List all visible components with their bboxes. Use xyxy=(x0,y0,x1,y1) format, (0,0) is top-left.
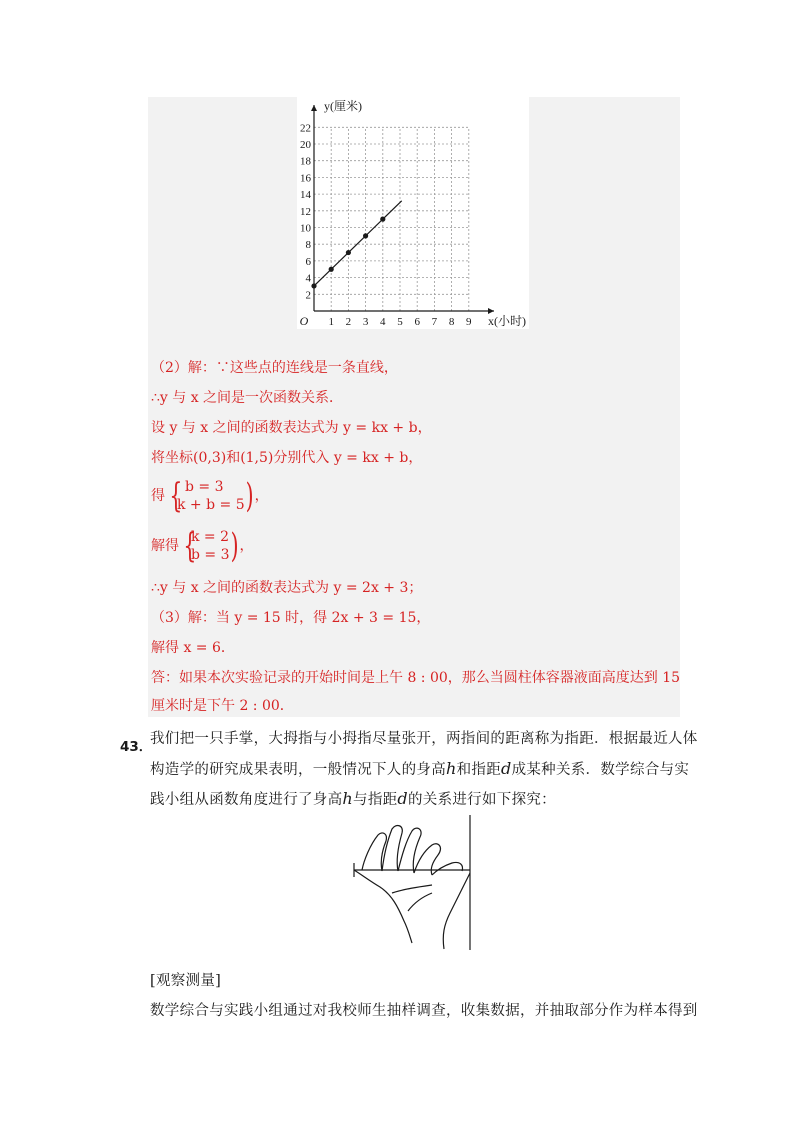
data-point xyxy=(311,283,316,288)
variable-h-2: h xyxy=(342,789,354,808)
system-1-suffix: ， xyxy=(254,488,269,504)
equation-system-1 xyxy=(151,478,269,514)
series-line xyxy=(314,201,402,286)
solution-line-2: ∴y 与 x 之间是一次函数关系． xyxy=(151,390,344,406)
data-point xyxy=(363,233,368,238)
right-paren-icon: ) xyxy=(246,476,254,516)
y-axis-label: y(厘米) xyxy=(324,99,362,113)
solution-line-4: 将坐标(0,3)和(1,5)分别代入 y = kx + b， xyxy=(151,450,423,466)
y-tick-label: 22 xyxy=(300,122,311,135)
line2-part-b: 和指距 xyxy=(456,762,502,778)
x-tick-label: 5 xyxy=(397,316,403,328)
y-tick-label: 12 xyxy=(300,205,311,218)
line3-part-c: 的关系进行如下探究： xyxy=(407,792,556,808)
x-tick-label: 2 xyxy=(345,316,352,328)
variable-d: d xyxy=(501,759,512,778)
question-line-3 xyxy=(150,789,556,810)
x-tick-label: 7 xyxy=(431,316,438,328)
left-brace-icon: { xyxy=(169,476,183,516)
y-tick-label: 10 xyxy=(300,222,311,235)
y-tick-label: 4 xyxy=(305,272,311,285)
y-tick-label: 8 xyxy=(305,239,311,252)
system-1-brace xyxy=(165,478,255,514)
variable-h: h xyxy=(446,759,457,778)
variable-d-2: d xyxy=(397,789,408,808)
y-tick-label: 16 xyxy=(300,172,311,185)
system-2-suffix: ， xyxy=(239,538,254,554)
question-line-4: 数学综合与实践小组通过对我校师生抽样调查，收集数据，并抽取部分作为样本得到 xyxy=(150,1003,698,1019)
line2-part-c: 成某种关系．数学综合与实 xyxy=(511,762,690,778)
solution-line-3: 设 y 与 x 之间的函数表达式为 y = kx + b， xyxy=(151,420,432,436)
system-1-row-2: k + b = 5 xyxy=(177,497,245,513)
left-brace-icon: { xyxy=(183,526,197,566)
x-tick-label: 1 xyxy=(328,316,334,328)
system-1-row-1: b = 3 xyxy=(185,479,224,495)
solution-line-1: （2）解：∵这些点的连线是一条直线， xyxy=(151,360,398,376)
line3-part-a: 践小组从函数角度进行了身高 xyxy=(150,792,343,808)
solution-line-11: 厘米时是下午 2 : 00． xyxy=(151,698,294,714)
system-1-prefix: 得 xyxy=(151,488,165,504)
y-axis-arrow-icon xyxy=(311,105,317,111)
system-2-prefix: 解得 xyxy=(151,538,179,554)
x-axis-label: x(小时) xyxy=(488,314,526,328)
chart-svg xyxy=(297,97,529,329)
x-tick-label: 9 xyxy=(466,316,472,328)
question-number: 43． xyxy=(120,739,153,755)
y-tick-label: 20 xyxy=(300,139,311,151)
y-tick-label: 18 xyxy=(300,155,311,168)
y-tick-label: 2 xyxy=(305,289,311,302)
question-line-2 xyxy=(150,759,689,780)
x-tick-label: 8 xyxy=(448,316,455,328)
line3-part-b: 与指距 xyxy=(353,792,398,808)
line-chart xyxy=(297,97,529,329)
solution-line-9: 解得 x = 6． xyxy=(151,640,235,656)
solution-line-7: ∴y 与 x 之间的函数表达式为 y = 2x + 3； xyxy=(151,580,423,596)
solution-line-8: （3）解：当 y = 15 时，得 2x + 3 = 15， xyxy=(151,610,431,626)
equation-system-2 xyxy=(151,528,254,564)
hand-span-icon xyxy=(352,815,477,950)
system-2-row-1: k = 2 xyxy=(191,529,230,545)
data-point xyxy=(380,217,385,222)
system-2-brace xyxy=(179,528,240,564)
y-tick-label: 6 xyxy=(305,255,311,268)
line2-part-a: 构造学的研究成果表明，一般情况下人的身高 xyxy=(150,762,446,778)
y-tick-label: 14 xyxy=(300,189,311,202)
x-tick-label: 3 xyxy=(362,316,369,328)
origin-label: O xyxy=(299,314,309,328)
section-title: [观察测量] xyxy=(150,973,222,989)
question-line-1: 我们把一只手掌，大拇指与小拇指尽量张开，两指间的距离称为指距．根据最近人体 xyxy=(150,731,698,747)
right-paren-icon: ) xyxy=(230,526,239,566)
x-tick-label: 6 xyxy=(414,316,420,328)
data-point xyxy=(329,267,334,272)
x-tick-label: 4 xyxy=(380,316,386,328)
system-2-row-2: b = 3 xyxy=(191,547,230,563)
data-point xyxy=(346,250,351,255)
solution-line-10: 答：如果本次实验记录的开始时间是上午 8 : 00，那么当圆柱体容器液面高度达到 15 xyxy=(151,670,681,686)
